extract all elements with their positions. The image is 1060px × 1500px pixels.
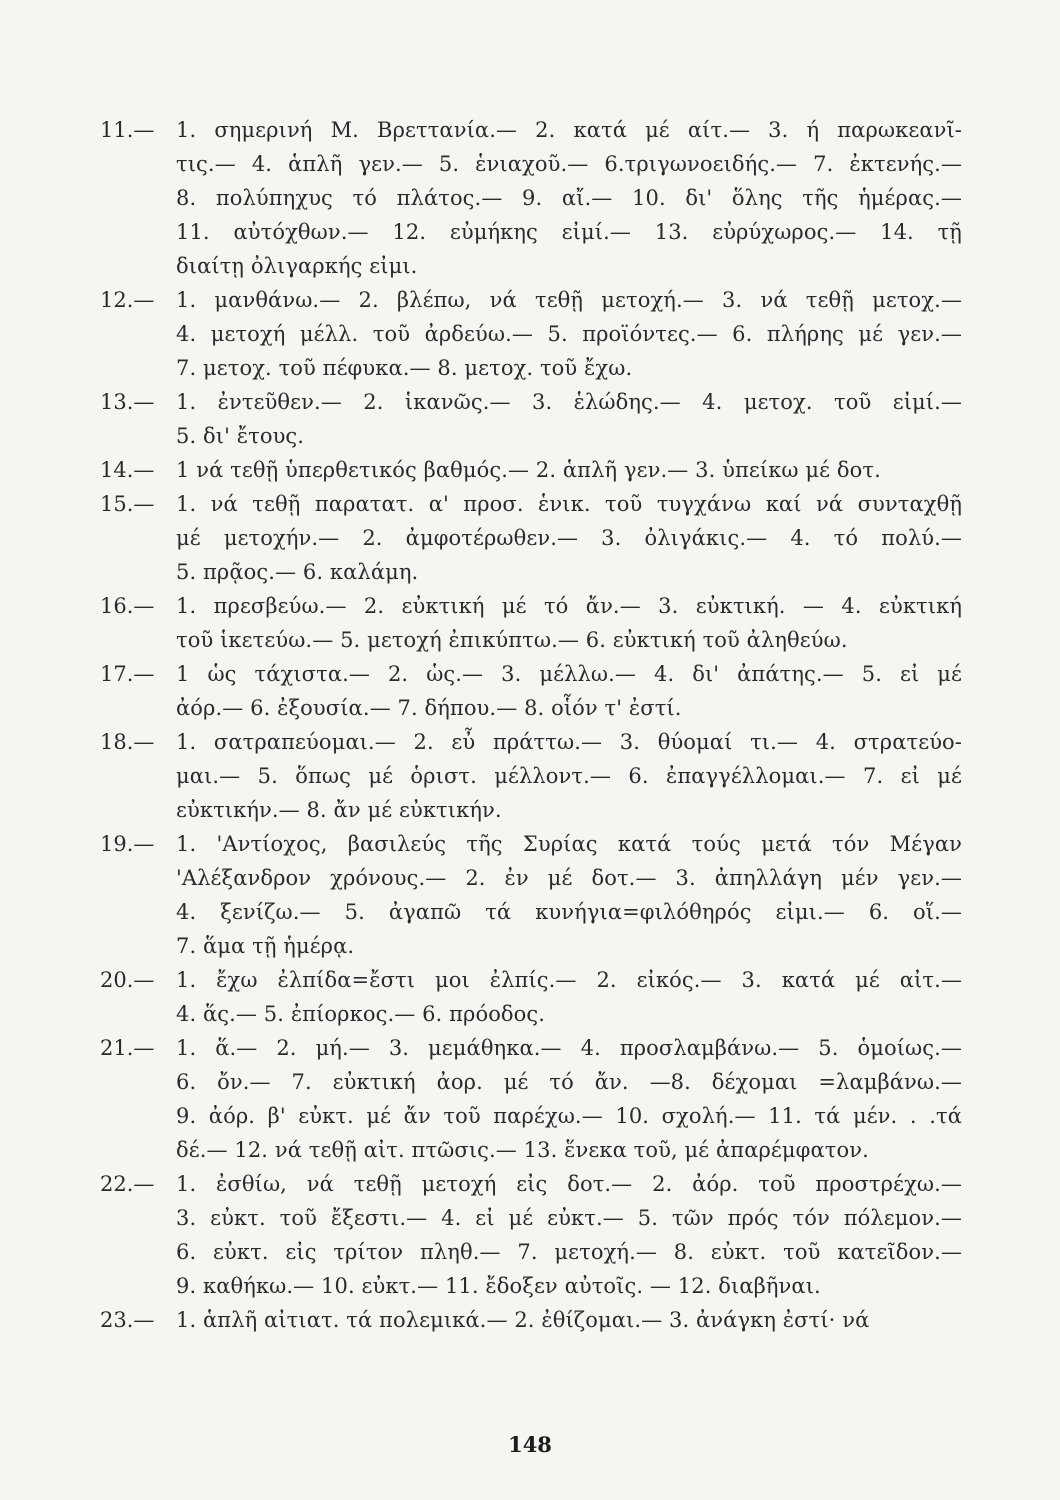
exercise-entry (100, 1167, 962, 1303)
exercise-entry (100, 453, 962, 487)
exercise-entry (100, 1031, 962, 1167)
text-line: 'Αλέξανδρον χρόνους.— 2. ἐν μέ δοτ.— 3. ἀπηλλάγη μέν γεν.— (176, 866, 962, 890)
exercise-number: 15.— (100, 492, 155, 516)
exercise-entry (100, 487, 962, 589)
text-line: 5. δι' ἔτους. (176, 424, 305, 448)
exercise-number: 21.— (100, 1036, 155, 1060)
text-line: 1. σημερινή Μ. Βρεττανία.— 2. κατά μέ αίτ.— 3. ή παρωκεανῖ- (176, 118, 962, 142)
answer-key-entries (100, 113, 962, 1337)
exercise-answers (176, 657, 962, 725)
text-line: 3. εὐκτ. τοῦ ἔξεστι.— 4. εἰ μέ εὐκτ.— 5. τῶν πρός τόν πόλεμον.— (176, 1206, 962, 1230)
text-line: 8. πολύπηχυς τό πλάτος.— 9. αἴ.— 10. δι' ὅλης τῆς ἡμέρας.— (176, 186, 962, 210)
text-line: 1. ἔχω ἐλπίδα=ἔστι μοι ἐλπίς.— 2. εἰκός.— 3. κατά μέ αἰτ.— (176, 968, 962, 992)
text-line: δέ.— 12. νά τεθῇ αἰτ. πτῶσις.— 13. ἕνεκα τοῦ, μέ ἀπαρέμφατον. (176, 1138, 869, 1162)
text-line: 1. ἐσθίω, νά τεθῇ μετοχή εἰς δοτ.— 2. ἀόρ. τοῦ προστρέχω.— (176, 1172, 962, 1196)
text-line: 11. αὐτόχθων.— 12. εὐμήκης εἰμί.— 13. εὐρύχωρος.— 14. τῇ (176, 220, 962, 244)
text-line: 4. μετοχή μέλλ. τοῦ ἀρδεύω.— 5. προϊόντες.— 6. πλήρης μέ γεν.— (176, 322, 962, 346)
exercise-answers (176, 283, 962, 385)
exercise-entry (100, 385, 962, 453)
text-line: τοῦ ἱκετεύω.— 5. μετοχή ἐπικύπτω.— 6. εὐκτική τοῦ ἀληθεύω. (176, 628, 848, 652)
text-line: 1. ἐντεῦθεν.— 2. ἱκανῶς.— 3. ἑλώδης.— 4. μετοχ. τοῦ εἰμί.— (176, 390, 962, 414)
exercise-entry (100, 725, 962, 827)
exercise-number: 16.— (100, 594, 155, 618)
text-line: 1. ἅ.— 2. μή.— 3. μεμάθηκα.— 4. προσλαμβάνω.— 5. ὁμοίως.— (176, 1036, 962, 1060)
exercise-entry (100, 1303, 962, 1337)
text-line: 1 νά τεθῇ ὑπερθετικός βαθμός.— 2. ἁπλῆ γεν.— 3. ὑπείκω μέ δοτ. (176, 458, 881, 482)
exercise-number: 11.— (100, 118, 155, 142)
text-line: 6. εὐκτ. εἰς τρίτον πληθ.— 7. μετοχή.— 8. εὐκτ. τοῦ κατεῖδον.— (176, 1240, 962, 1264)
text-line: 9. ἀόρ. β' εὐκτ. μέ ἄν τοῦ παρέχω.— 10. σχολή.— 11. τά μέν. . .τά (176, 1104, 962, 1128)
exercise-answers (176, 487, 962, 589)
exercise-entry (100, 589, 962, 657)
text-line: ἀόρ.— 6. ἐξουσία.— 7. δήπου.— 8. οἷόν τ' ἐστί. (176, 696, 682, 720)
text-line: 1. νά τεθῇ παρατατ. α' προσ. ἑνικ. τοῦ τυγχάνω καί νά συνταχθῇ (176, 492, 962, 516)
text-line: 1 ὡς τάχιστα.— 2. ὡς.— 3. μέλλω.— 4. δι' ἀπάτης.— 5. εἰ μέ (176, 662, 962, 686)
text-line: μαι.— 5. ὅπως μέ ὁριστ. μέλλοντ.— 6. ἐπαγγέλλομαι.— 7. εἰ μέ (176, 764, 962, 788)
exercise-entry (100, 963, 962, 1031)
exercise-number: 20.— (100, 968, 155, 992)
exercise-answers (176, 113, 962, 283)
exercise-entry (100, 113, 962, 283)
page-number: 148 (508, 1432, 552, 1457)
exercise-answers (176, 1167, 962, 1303)
exercise-number: 17.— (100, 662, 155, 686)
text-line: μέ μετοχήν.— 2. ἀμφοτέρωθεν.— 3. ὀλιγάκις.— 4. τό πολύ.— (176, 526, 962, 550)
text-line: 1. 'Αντίοχος, βασιλεύς τῆς Συρίας κατά τούς μετά τόν Μέγαν (176, 832, 962, 856)
text-line: 9. καθήκω.— 10. εὐκτ.— 11. ἔδοξεν αὐτοῖς. — 12. διαβῆναι. (176, 1274, 821, 1298)
exercise-answers (176, 385, 962, 453)
exercise-number: 23.— (100, 1308, 155, 1332)
text-line: 5. πρᾷος.— 6. καλάμη. (176, 560, 419, 584)
text-line: 7. μετοχ. τοῦ πέφυκα.— 8. μετοχ. τοῦ ἔχω. (176, 356, 633, 380)
exercise-number: 13.— (100, 390, 155, 414)
exercise-number: 19.— (100, 832, 155, 856)
text-line: 6. ὄν.— 7. εὐκτική ἀορ. μέ τό ἄν. —8. δέχομαι =λαμβάνω.— (176, 1070, 962, 1094)
text-line: διαίτῃ ὀλιγαρκής εἰμι. (176, 254, 418, 278)
exercise-answers (176, 963, 962, 1031)
exercise-answers (176, 589, 962, 657)
exercise-answers (176, 725, 962, 827)
exercise-answers (176, 453, 962, 487)
exercise-entry (100, 827, 962, 963)
text-line: εὐκτικήν.— 8. ἄν μέ εὐκτικήν. (176, 798, 502, 822)
text-line: 1. ἁπλῆ αἰτιατ. τά πολεμικά.— 2. ἐθίζομαι.— 3. ἀνάγκη ἐστί· νά (176, 1308, 870, 1332)
text-line: 4. ἅς.— 5. ἐπίορκος.— 6. πρόοδος. (176, 1002, 546, 1026)
exercise-answers (176, 1031, 962, 1167)
text-line: 4. ξενίζω.— 5. ἀγαπῶ τά κυνήγια=φιλόθηρός εἰμι.— 6. οἵ.— (176, 900, 962, 924)
text-line: τις.— 4. ἁπλῆ γεν.— 5. ἑνιαχοῦ.— 6.τριγωνοειδής.— 7. ἐκτενής.— (176, 152, 962, 176)
text-line: 7. ἅμα τῇ ἡμέρᾳ. (176, 934, 355, 958)
text-line: 1. σατραπεύομαι.— 2. εὖ πράττω.— 3. θύομαί τι.— 4. στρατεύο- (176, 730, 962, 754)
exercise-number: 18.— (100, 730, 155, 754)
exercise-answers (176, 827, 962, 963)
exercise-number: 14.— (100, 458, 155, 482)
exercise-entry (100, 283, 962, 385)
text-line: 1. πρεσβεύω.— 2. εὐκτική μέ τό ἄν.— 3. εὐκτική. — 4. εὐκτική (176, 594, 962, 618)
text-line: 1. μανθάνω.— 2. βλέπω, νά τεθῇ μετοχή.— 3. νά τεθῇ μετοχ.— (176, 288, 962, 312)
exercise-number: 22.— (100, 1172, 155, 1196)
exercise-answers (176, 1303, 962, 1337)
exercise-number: 12.— (100, 288, 155, 312)
exercise-entry (100, 657, 962, 725)
